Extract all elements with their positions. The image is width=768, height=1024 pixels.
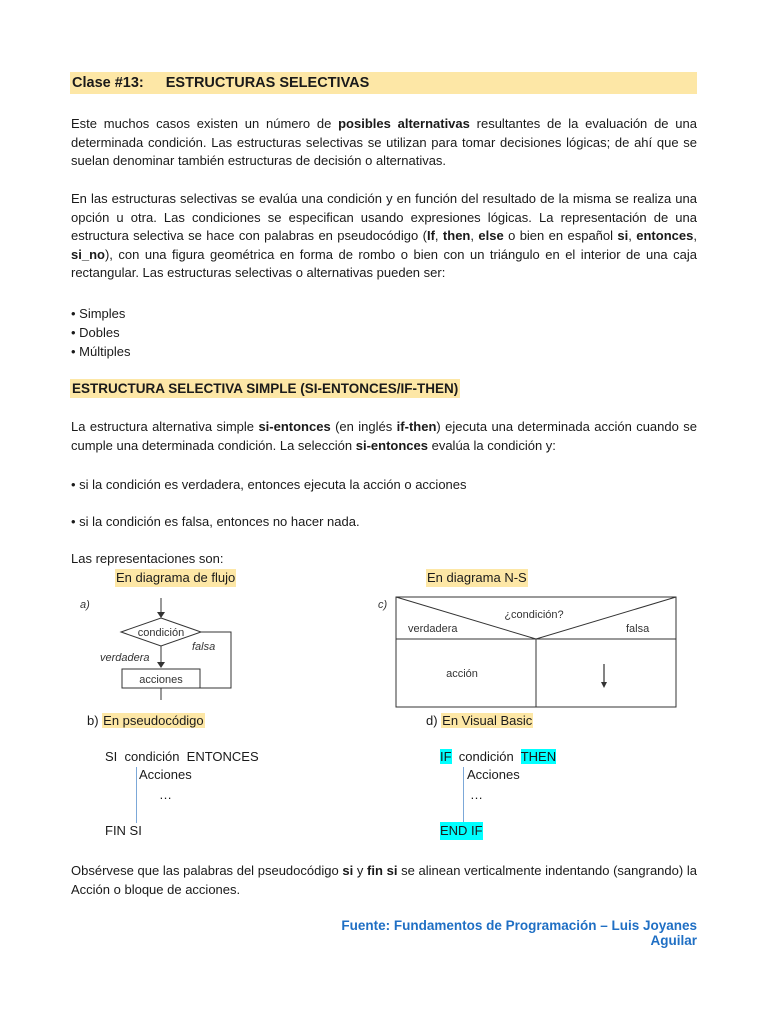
flow-tag: a) (80, 599, 90, 611)
arrow-head-icon (157, 612, 165, 618)
vb-then-keyword: THEN (520, 749, 557, 764)
types-list (71, 304, 130, 361)
source-credit: Fuente: Fundamentos de Programación – Luis Joyanes Aguilar (341, 918, 697, 948)
list-item: • Dobles (71, 325, 120, 340)
class-title: ESTRUCTURAS SELECTIVAS (165, 75, 370, 91)
flowchart-diagram (76, 592, 246, 702)
flow-actions: acciones (139, 674, 183, 686)
pseudo-line-1: SI condición ENTONCES (105, 749, 259, 764)
vb-line-2: Acciones (467, 767, 520, 782)
intro-paragraph-1: Este muchos casos existen un número de posibles alternativas resultantes de la evaluación de una determinada condición. Las estructuras selectivas se utilizan para tomar decisiones lógicas; de ahí que se suelan denominar también estructuras de decisión o alternativas. (71, 116, 697, 169)
arrow-head-icon (157, 662, 165, 668)
vb-line-3: … (470, 787, 483, 802)
emphasis-alternativas: posibles alternativas (338, 116, 470, 131)
pseudo-indent-line (136, 767, 137, 823)
class-number: Clase #13: (72, 75, 144, 91)
intro-paragraph-2: En las estructuras selectivas se evalúa una condición y en función del resultado de la misma se realiza una opción u otra. Las condiciones se especifican usando expresiones lógicas. La representación de una estructura selectiva se hace con palabras en pseudocódigo (If, then, else o bien en español si, entonces, si_no), con una figura geométrica en forma de rombo o bien con un triángulo en el interior de una caja rectangular. Las estructuras selectivas o alternativas pueden ser: (71, 191, 697, 281)
ns-action: acción (446, 668, 478, 680)
flow-true-label: verdadera (100, 652, 150, 664)
pseudo-label: En pseudocódigo (103, 713, 204, 728)
pseudo-label-row: b) En pseudocódigo (87, 713, 204, 728)
pseudo-line-2: Acciones (139, 767, 192, 782)
ns-tag: c) (378, 599, 388, 611)
vb-line-1: IF condición THEN (440, 749, 557, 764)
pseudo-line-3: … (159, 787, 172, 802)
representations-intro: Las representaciones son: (71, 551, 224, 566)
ns-diagram (376, 594, 678, 712)
flow-diagram-label: En diagrama de flujo (116, 570, 236, 585)
flow-false-label: falsa (192, 641, 216, 653)
page-title (70, 72, 697, 94)
ns-condition: ¿condición? (504, 609, 564, 621)
section-paragraph: La estructura alternativa simple si-entonces (en inglés if-then) ejecuta una determinada acción cuando se cumple una determinada condición. La selección si-entonces evalúa la condición y: (71, 419, 697, 453)
vb-end-if: END IF (440, 823, 483, 838)
list-item: • Múltiples (71, 344, 131, 359)
list-item: • Simples (71, 306, 126, 321)
section-heading: ESTRUCTURA SELECTIVA SIMPLE (SI-ENTONCES/IF-THEN) (72, 381, 459, 396)
vb-label: En Visual Basic (442, 713, 533, 728)
ns-false-label: falsa (626, 623, 650, 635)
vb-indent-line (463, 767, 464, 823)
note-paragraph: Obsérvese que las palabras del pseudocódigo si y fin si se alinean verticalmente indentando (sangrando) la Acción o bloque de acciones. (71, 863, 697, 897)
vb-if-keyword: IF (440, 749, 452, 764)
bullet-true: • si la condición es verdadera, entonces ejecuta la acción o acciones (71, 477, 467, 492)
flow-condition: condición (137, 627, 185, 639)
ns-true-label: verdadera (408, 623, 458, 635)
pseudo-line-4: FIN SI (105, 823, 142, 838)
bullet-false: • si la condición es falsa, entonces no hacer nada. (71, 514, 360, 529)
vb-label-row: d) En Visual Basic (426, 713, 533, 728)
ns-diagram-label: En diagrama N-S (427, 570, 527, 585)
